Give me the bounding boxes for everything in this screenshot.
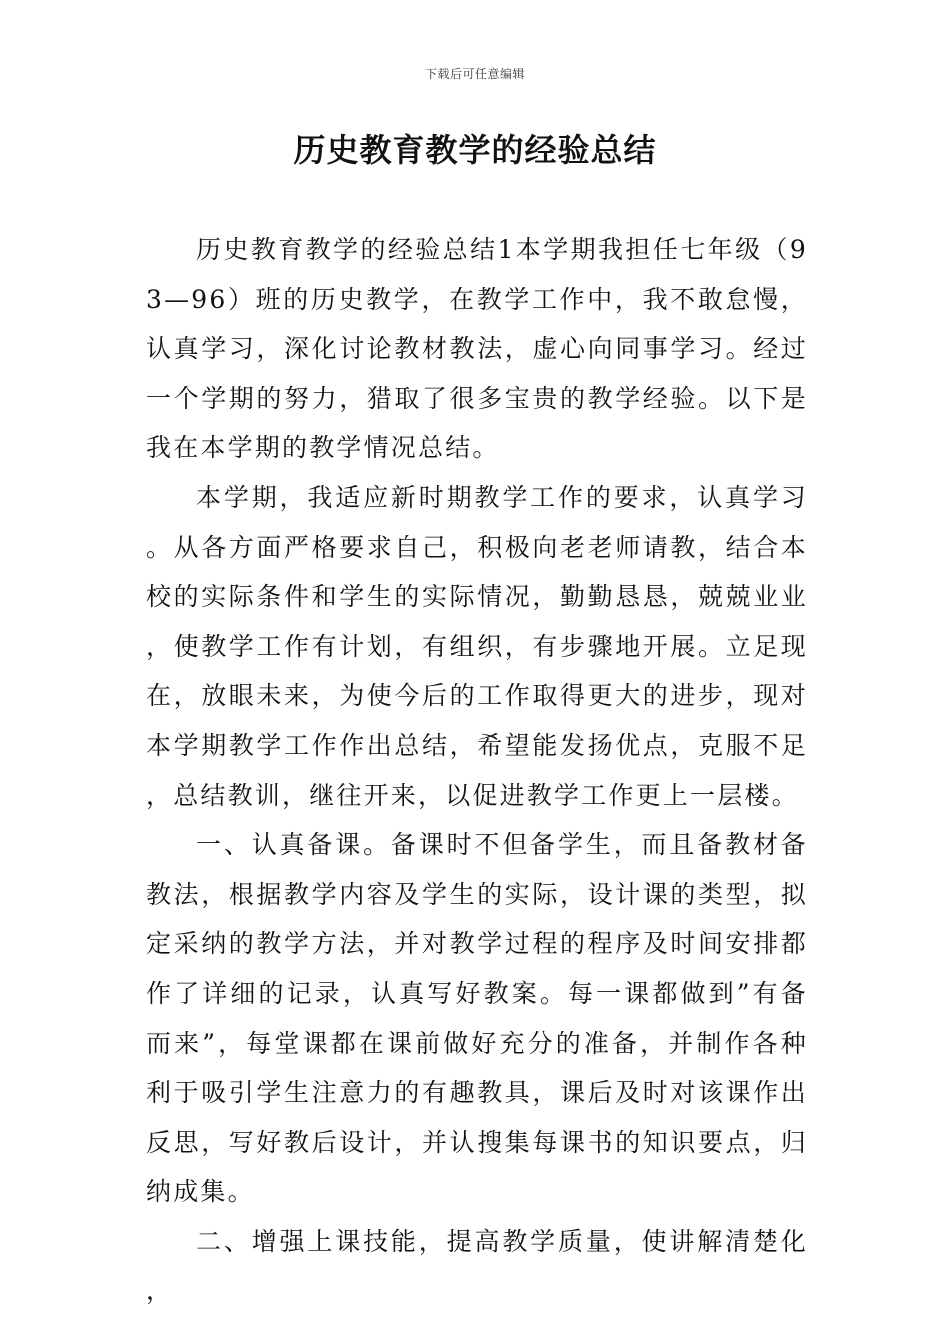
paragraph-teaching-skills: 二、增强上课技能，提高教学质量，使讲解清楚化，: [146, 1226, 808, 1306]
document-body: [146, 225, 808, 1316]
document-title: 历史教育教学的经验总结: [293, 131, 657, 169]
paragraph-lesson-prep: 一、认真备课。备课时不但备学生，而且备教材备教法，根据教学内容及学生的实际，设计课的类型，拟定采纳的教学方法，并对教学过程的程序及时间安排都作了详细的记录，认真写好教案。每一课都做到”有备而来”，每堂课都在课前做好充分的准备，并制作各种利于吸引学生注意力的有趣教具，课后及时对该课作出反思，写好教后设计，并认搜集每课书的知识要点，归纳成集。: [146, 830, 808, 1207]
paragraph-semester: 本学期，我适应新时期教学工作的要求，认真学习。从各方面严格要求自己，积极向老老师请教，结合本校的实际条件和学生的实际情况，勤勤恳恳，兢兢业业，使教学工作有计划，有组织，有步骤地开展。立足现在，放眼未来，为使今后的工作取得更大的进步，现对本学期教学工作作出总结，希望能发扬优点，克服不足，总结教训，继往开来，以促进教学工作更上一层楼。: [146, 482, 808, 810]
header-note: 下载后可任意编辑: [424, 67, 525, 81]
paragraph-intro: 历史教育教学的经验总结1本学期我担任七年级（93—96）班的历史教学，在教学工作中，我不敢怠慢，认真学习，深化讨论教材教法，虚心向同事学习。经过一个学期的努力，猎取了很多宝贵的教学经验。以下是我在本学期的教学情况总结。: [146, 235, 808, 463]
